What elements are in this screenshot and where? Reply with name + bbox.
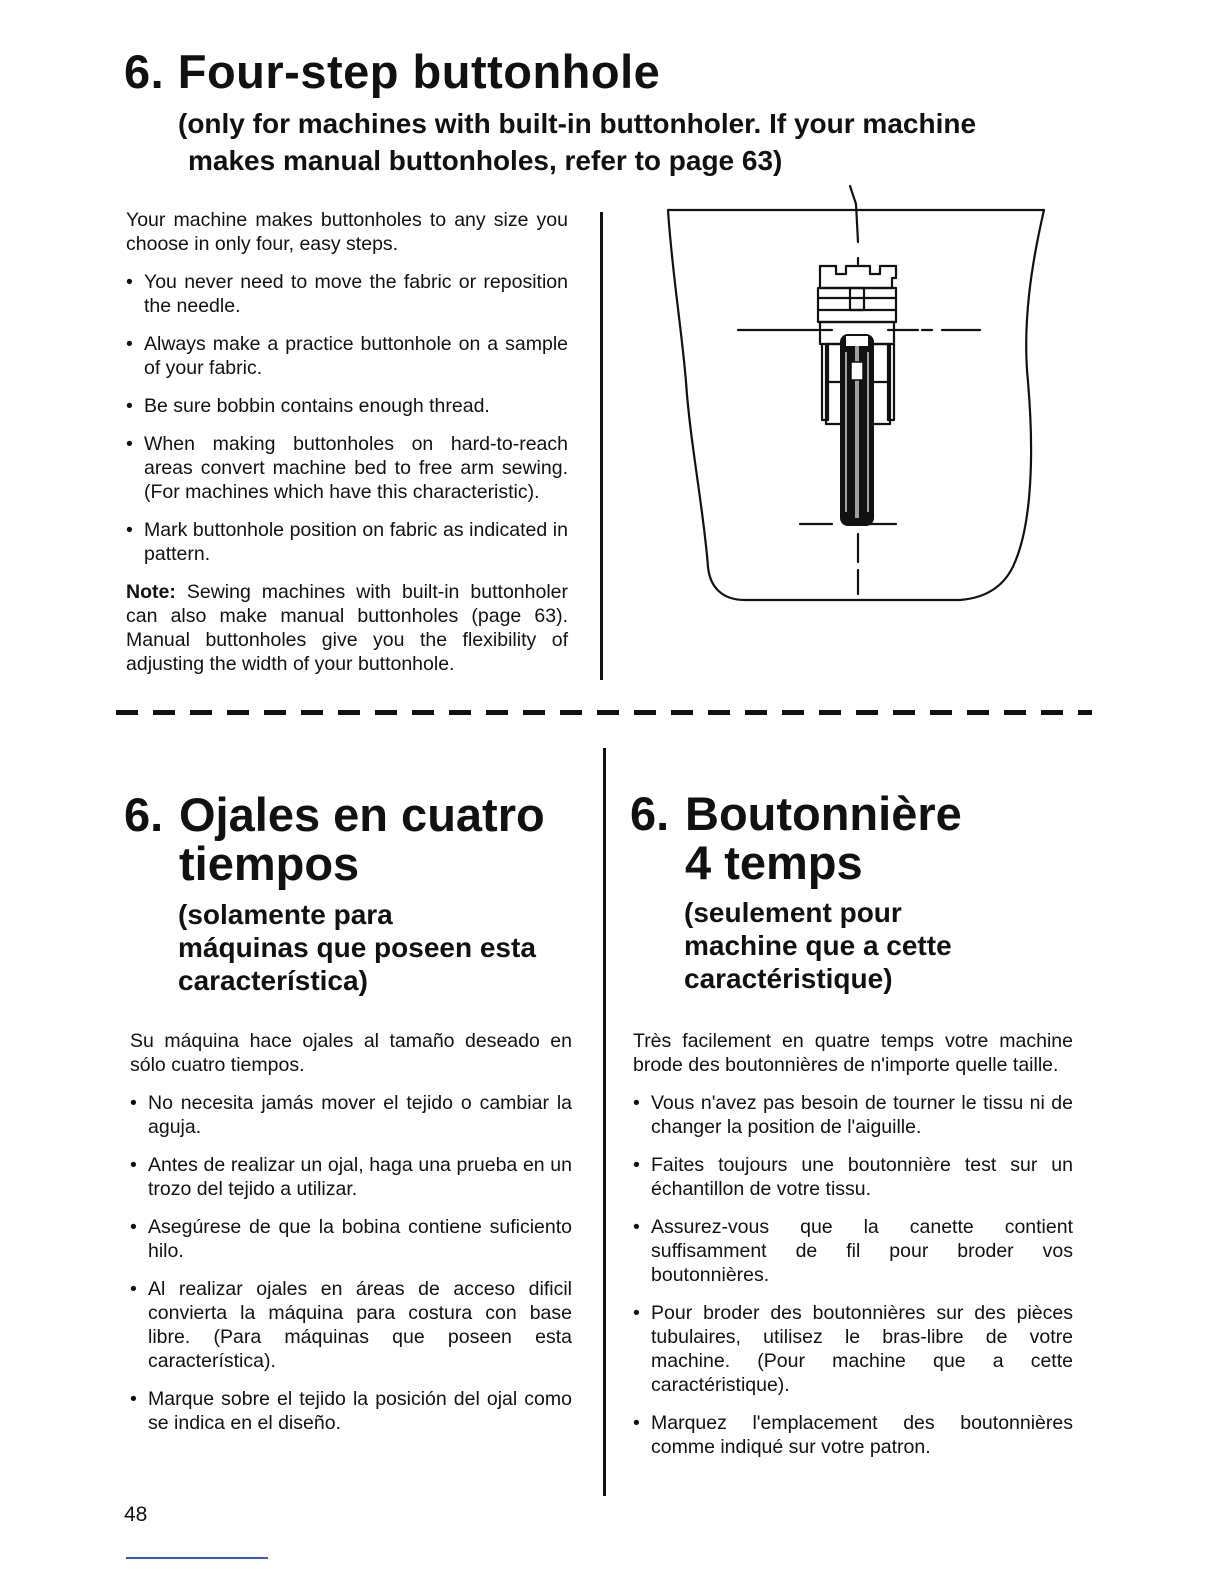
french-title-number: 6. [630,787,670,840]
list-item: • You never need to move the fabric or reposition the needle. [126,270,568,318]
note-text: Sewing machines with built-in buttonholer can also make manual buttonholes (page 63). Manual buttonholes give you the flexibility of adjusting the width of your buttonhole. [126,581,568,675]
footer-rule [126,1557,268,1559]
list-item: • No necesita jamás mover el tejido o cambiar la aguja. [130,1091,572,1139]
list-item: • Asegúrese de que la bobina contiene suficiento hilo. [130,1215,572,1263]
page-number: 48 [124,1503,148,1526]
list-item: • Marquez l'emplacement des boutonnières comme indiqué sur votre patron. [633,1411,1073,1459]
subtitle-line-2: makes manual buttonholes, refer to page 63) [188,145,783,176]
french-subtitle-line-1: (seulement pour [684,897,902,928]
page-title: 6. Four-step buttonhole [124,45,661,98]
list-item: • Faites toujours une boutonnière test sur un échantillon de votre tissu. [633,1153,1073,1201]
english-bullet-list [126,270,568,566]
column-divider-bottom [603,748,606,1496]
list-item: • Marque sobre el tejido la posición del ojal como se indica en el diseño. [130,1387,572,1435]
spanish-intro: Su máquina hace ojales al tamaño deseado en sólo cuatro tiempos. [130,1030,572,1076]
page-subtitle [178,105,976,179]
french-intro: Très facilement en quatre temps votre machine brode des boutonnières de n'importe quelle taille. [633,1030,1073,1076]
list-item: • Mark buttonhole position on fabric as indicated in pattern. [126,518,568,566]
list-item: • Always make a practice buttonhole on a sample of your fabric. [126,332,568,380]
subtitle-line-1: (only for machines with built-in buttonholer. If your machine [178,108,977,139]
list-item: • Be sure bobbin contains enough thread. [126,394,568,418]
english-note [126,580,568,676]
list-item: • When making buttonholes on hard-to-reach areas convert machine bed to free arm sewing. (For machines which have this characteristic). [126,432,568,504]
french-bullet-list [633,1091,1073,1459]
top-guide-mark [850,186,858,242]
english-body [126,208,568,690]
note-label: Note: [126,581,176,603]
spanish-title-line-1: Ojales en cuatro [179,788,545,841]
list-item: • Al realizar ojales en áreas de acceso dificil convierta la máquina para costura con base libre. (Para máquinas que poseen esta característica). [130,1277,572,1373]
spanish-subtitle-line-1: (solamente para [178,899,393,930]
spanish-bullet-list [130,1091,572,1435]
french-title-line-1: Boutonnière [685,787,962,840]
spanish-title-number: 6. [124,788,164,841]
spanish-subtitle [178,898,536,997]
spanish-subtitle-line-3: característica) [178,965,368,996]
presser-foot [820,266,896,288]
spanish-subtitle-line-2: máquinas que poseen esta [178,932,536,963]
spanish-body [130,1029,572,1449]
column-divider-top [600,212,603,680]
list-item: • Pour broder des boutonnières sur des pièces tubulaires, utilisez le bras-libre de votre machine. (Pour machine que a cette caractéristique). [633,1301,1073,1397]
french-title-line-2: 4 temps [685,836,863,889]
section-separator [116,710,1092,715]
list-item: • Vous n'avez pas besoin de tourner le tissu ni de changer la position de l'aiguille. [633,1091,1073,1139]
french-subtitle-line-3: caractéristique) [684,963,893,994]
spanish-title [124,790,545,888]
french-body [633,1029,1073,1473]
buttonhole-foot-illustration [660,182,1050,607]
french-subtitle-line-2: machine que a cette [684,930,952,961]
list-item: • Antes de realizar un ojal, haga una prueba en un trozo del tejido a utilizar. [130,1153,572,1201]
french-title [630,789,962,887]
english-intro: Your machine makes buttonholes to any size you choose in only four, easy steps. [126,209,568,255]
spanish-title-line-2: tiempos [179,837,360,890]
list-item: • Assurez-vous que la canette contient suffisamment de fil pour broder vos boutonnières. [633,1215,1073,1287]
french-subtitle [684,896,952,995]
